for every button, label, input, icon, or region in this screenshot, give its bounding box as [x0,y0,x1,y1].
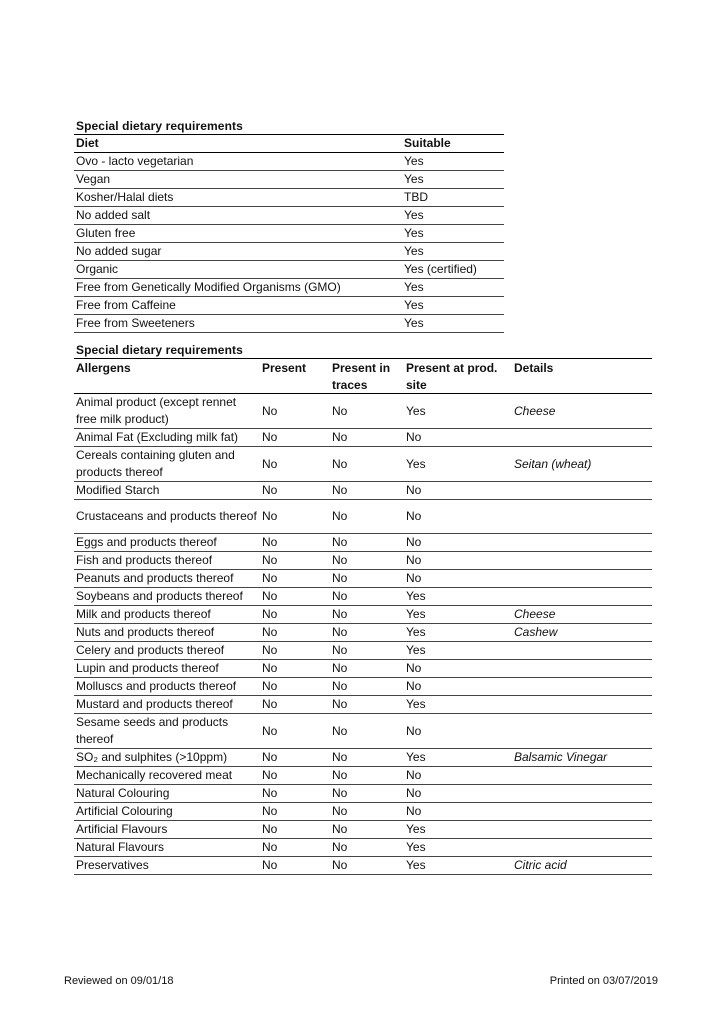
details-cell [512,803,652,821]
allergen-name-cell: SO₂ and sulphites (>10ppm) [76,750,228,764]
present-cell: No [262,858,278,872]
diet-name-cell: Ovo - lacto vegetarian [76,154,194,168]
prod-site-cell: No [406,768,422,782]
traces-cell: No [332,625,348,639]
allergen-row [74,857,652,875]
allergen-name-cell: Celery and products thereof [76,643,225,657]
allergen-row [74,642,652,660]
diet-row [74,189,504,207]
prod-site-cell: Yes [406,858,426,872]
traces-cell: No [332,679,348,693]
traces-cell: No [332,571,348,585]
allergen-name-cell: Crustaceans and products thereof [76,509,257,523]
diet-name-cell: Free from Caffeine [76,298,176,312]
prod-site-cell: No [406,430,422,444]
allergen-row [74,821,652,839]
diet-row [74,261,504,279]
prod-site-cell: No [406,723,422,738]
allergen-name-cell: Modified Starch [76,483,160,497]
prod-site-cell: No [406,553,422,567]
details-cell: Balsamic Vinegar [514,750,608,764]
present-cell: No [262,822,278,836]
diet-suitable-cell: TBD [404,190,428,204]
present-cell: No [262,661,278,675]
allergen-name-cell: Mechanically recovered meat [76,768,233,782]
diet-row [74,153,504,171]
details-cell [512,678,652,696]
diet-section-title: Special dietary requirements [76,119,243,133]
diet-name-cell: No added salt [76,208,151,222]
details-cell [512,429,652,447]
present-cell: No [262,768,278,782]
diet-header-suitable: Suitable [404,136,451,150]
prod-site-cell: No [406,483,422,497]
traces-cell: No [332,723,348,738]
details-cell: Citric acid [514,858,567,872]
traces-cell: No [332,804,348,818]
details-cell [512,482,652,500]
allergen-name-cell: Nuts and products thereof [76,625,215,639]
present-cell: No [262,625,278,639]
details-cell [512,767,652,785]
diet-table [74,134,504,333]
allergen-name-cell: Molluscs and products thereof [76,679,237,693]
traces-cell: No [332,553,348,567]
details-cell [512,696,652,714]
details-cell [512,714,652,749]
allergen-row [74,678,652,696]
prod-site-cell: No [406,804,422,818]
traces-cell: No [332,430,348,444]
allergen-name-cell: Animal product (except rennet free milk product) [76,395,237,426]
present-cell: No [262,643,278,657]
details-cell: Seitan (wheat) [514,456,592,471]
prod-site-cell: Yes [406,625,426,639]
present-cell: No [262,553,278,567]
prod-site-cell: Yes [406,456,426,471]
diet-name-cell: Vegan [76,172,111,186]
allergen-name-cell: Fish and products thereof [76,553,213,567]
details-cell [512,821,652,839]
allergen-row [74,696,652,714]
prod-site-cell: No [406,786,422,800]
diet-row [74,225,504,243]
diet-suitable-cell: Yes [404,154,424,168]
allergen-row [74,767,652,785]
details-cell: Cheese [514,403,556,418]
diet-name-cell: No added sugar [76,244,162,258]
traces-cell: No [332,750,348,764]
allergen-row [74,803,652,821]
prod-site-cell: Yes [406,607,426,621]
diet-row [74,297,504,315]
present-cell: No [262,430,278,444]
reviewed-date: Reviewed on 09/01/18 [64,975,174,987]
traces-cell: No [332,822,348,836]
diet-suitable-cell: Yes [404,280,424,294]
prod-site-cell: Yes [406,403,426,418]
allergen-name-cell: Natural Colouring [76,786,170,800]
prod-site-cell: No [406,509,422,523]
allergen-name-cell: Artificial Flavours [76,822,168,836]
traces-cell: No [332,768,348,782]
diet-row [74,315,504,333]
allergen-section-title: Special dietary requirements [76,343,243,357]
allergen-name-cell: Mustard and products thereof [76,697,233,711]
prod-site-cell: No [406,535,422,549]
diet-suitable-cell: Yes [404,226,424,240]
present-cell: No [262,535,278,549]
traces-cell: No [332,456,348,471]
diet-name-cell: Gluten free [76,226,136,240]
details-cell [512,570,652,588]
present-cell: No [262,483,278,497]
present-cell: No [262,456,278,471]
diet-table-body [74,153,504,333]
allergen-header-prod-site: Present at prod. site [406,361,498,392]
details-cell: Cheese [514,607,556,621]
allergen-name-cell: Lupin and products thereof [76,661,219,675]
allergen-row [74,839,652,857]
allergen-name-cell: Artificial Colouring [76,804,173,818]
present-cell: No [262,607,278,621]
allergen-header-present: Present [262,361,307,375]
present-cell: No [262,804,278,818]
diet-name-cell: Organic [76,262,119,276]
present-cell: No [262,750,278,764]
details-cell: Cashew [514,625,558,639]
details-cell [512,642,652,660]
prod-site-cell: Yes [406,750,426,764]
prod-site-cell: Yes [406,643,426,657]
diet-suitable-cell: Yes [404,208,424,222]
details-cell [512,500,652,534]
traces-cell: No [332,535,348,549]
details-cell [512,552,652,570]
allergen-row [74,785,652,803]
present-cell: No [262,403,278,418]
allergen-name-cell: Eggs and products thereof [76,535,217,549]
allergen-row [74,660,652,678]
diet-suitable-cell: Yes [404,244,424,258]
prod-site-cell: No [406,571,422,585]
present-cell: No [262,679,278,693]
details-cell [512,534,652,552]
diet-name-cell: Kosher/Halal diets [76,190,174,204]
allergen-name-cell: Preservatives [76,858,149,872]
diet-suitable-cell: Yes [404,298,424,312]
present-cell: No [262,840,278,854]
allergen-row [74,500,652,534]
allergen-table-body [74,394,652,875]
allergen-name-cell: Soybeans and products thereof [76,589,243,603]
traces-cell: No [332,786,348,800]
prod-site-cell: No [406,679,422,693]
details-cell [512,839,652,857]
prod-site-cell: Yes [406,697,426,711]
present-cell: No [262,786,278,800]
allergen-table-header [74,359,652,394]
present-cell: No [262,723,278,738]
allergen-row [74,624,652,642]
diet-suitable-cell: Yes [404,316,424,330]
traces-cell: No [332,858,348,872]
allergen-name-cell: Peanuts and products thereof [76,571,234,585]
present-cell: No [262,697,278,711]
traces-cell: No [332,643,348,657]
diet-row [74,279,504,297]
details-cell [512,588,652,606]
allergen-header-allergens: Allergens [76,361,131,375]
present-cell: No [262,509,278,523]
printed-date: Printed on 03/07/2019 [549,975,658,987]
diet-header-diet: Diet [76,136,99,150]
traces-cell: No [332,661,348,675]
allergen-row [74,588,652,606]
allergen-name-cell: Sesame seeds and products thereof [76,715,229,746]
allergen-name-cell: Cereals containing gluten and products thereof [76,448,235,479]
prod-site-cell: Yes [406,822,426,836]
diet-table-header [74,135,504,153]
allergen-name-cell: Animal Fat (Excluding milk fat) [76,430,239,444]
traces-cell: No [332,483,348,497]
allergen-header-traces: Present in traces [332,361,391,392]
allergen-row [74,606,652,624]
diet-row [74,243,504,261]
traces-cell: No [332,589,348,603]
present-cell: No [262,571,278,585]
allergen-row [74,534,652,552]
traces-cell: No [332,509,348,523]
diet-row [74,171,504,189]
details-cell [512,660,652,678]
allergen-name-cell: Milk and products thereof [76,607,211,621]
present-cell: No [262,589,278,603]
traces-cell: No [332,607,348,621]
allergen-row [74,482,652,500]
allergen-header-details: Details [514,361,554,375]
allergen-row [74,749,652,767]
allergen-name-cell: Natural Flavours [76,840,165,854]
allergen-row [74,447,652,482]
allergen-row [74,570,652,588]
diet-row [74,207,504,225]
prod-site-cell: Yes [406,840,426,854]
allergen-row [74,394,652,429]
prod-site-cell: Yes [406,589,426,603]
traces-cell: No [332,840,348,854]
traces-cell: No [332,403,348,418]
allergen-row [74,714,652,749]
diet-suitable-cell: Yes [404,172,424,186]
allergen-row [74,552,652,570]
traces-cell: No [332,697,348,711]
prod-site-cell: No [406,661,422,675]
diet-name-cell: Free from Genetically Modified Organisms (GMO) [76,280,341,294]
allergen-table [74,358,652,875]
details-cell [512,785,652,803]
diet-suitable-cell: Yes (certified) [404,262,477,276]
allergen-row [74,429,652,447]
diet-name-cell: Free from Sweeteners [76,316,195,330]
